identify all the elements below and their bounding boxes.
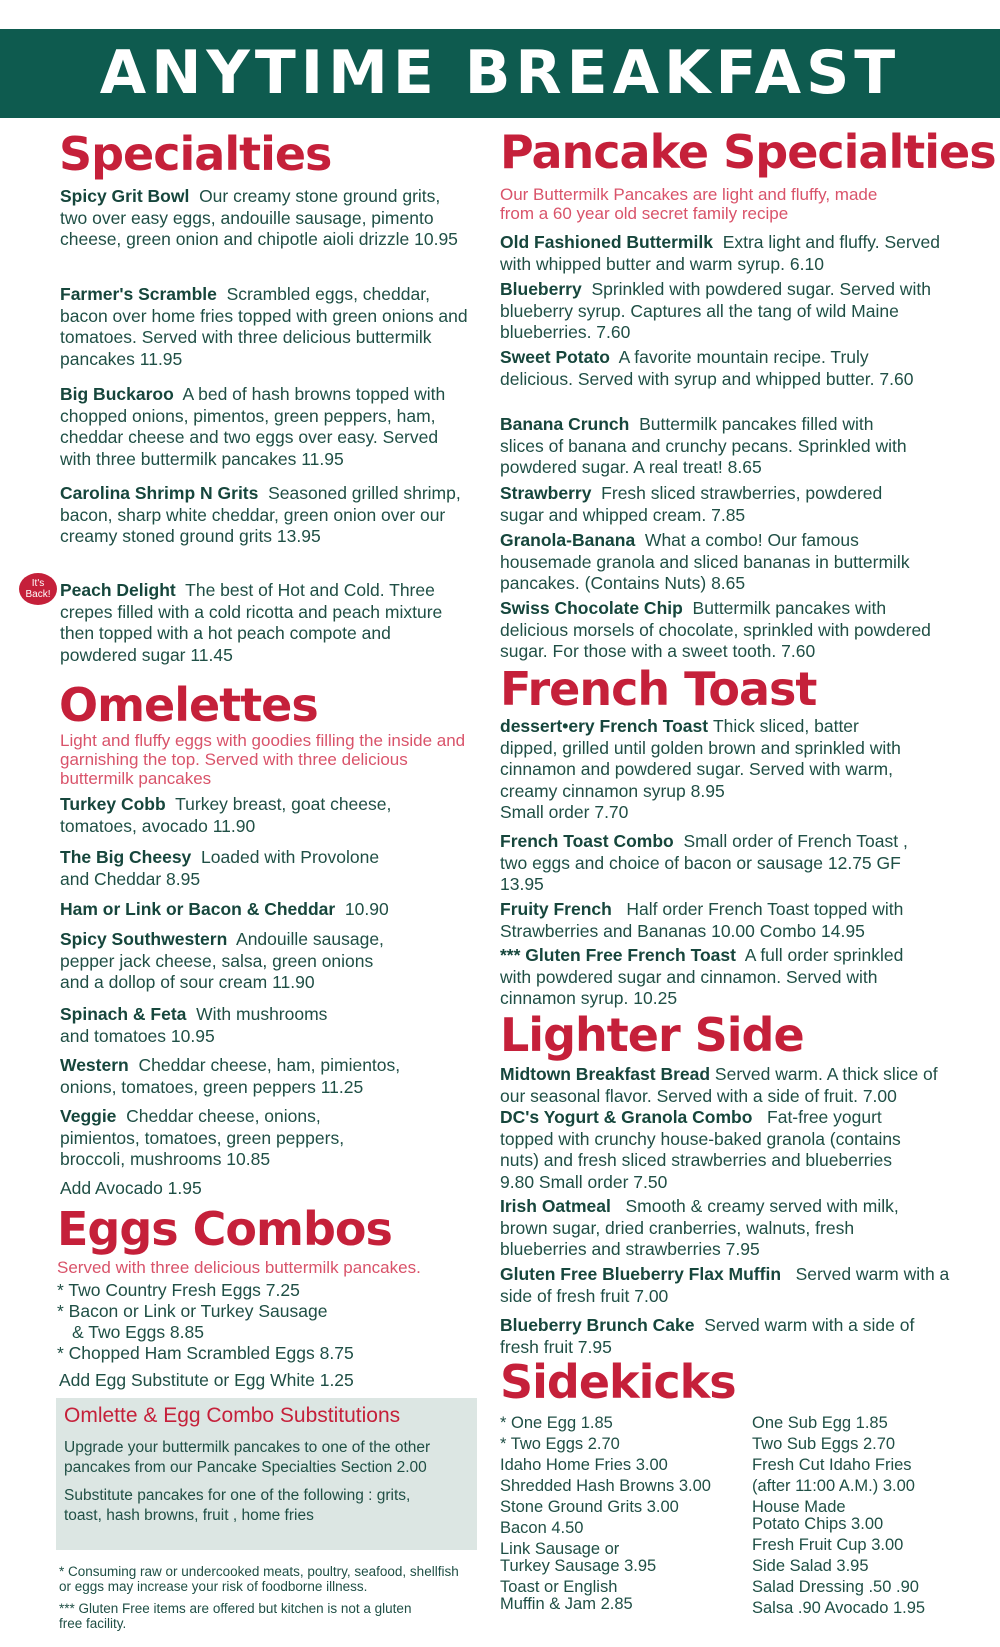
list-item: Salsa .90 Avocado 1.95 (752, 1599, 926, 1617)
menu-item: Granola-Banana What a combo! Our famous housemade granola and sliced bananas in buttermilk pancakes. (Contains Nuts) 8.65 (500, 530, 910, 593)
eggs-combos-heading: Eggs Combos (57, 1202, 392, 1256)
omelettes-subtitle: Light and fluffy eggs with goodies filling the inside and garnishing the top. Served with three delicious buttermilk pancakes (60, 731, 466, 788)
list-item: * Two Eggs 2.70 (500, 1435, 620, 1453)
list-item: Fresh Fruit Cup 3.00 (752, 1536, 904, 1554)
list-item: Idaho Home Fries 3.00 (500, 1456, 668, 1474)
substitutions-title: Omlette & Egg Combo Substitutions (64, 1404, 401, 1427)
omelettes-heading: Omelettes (59, 678, 318, 732)
menu-item: Peach Delight The best of Hot and Cold. Three crepes filled with a cold ricotta and peach mixture then topped with a hot peach compote and powdered sugar 11.45 (60, 580, 443, 665)
menu-item: dessert•ery French Toast Thick sliced, batter dipped, grilled until golden brown and sprinkled with cinnamon and powdered sugar. Served with warm, creamy cinnamon syrup 8.95 Small order 7.70 (500, 716, 901, 822)
its-back-badge: It's Back! (19, 573, 57, 605)
list-item: Muffin & Jam 2.85 (500, 1595, 633, 1613)
list-item: Stone Ground Grits 3.00 (500, 1498, 679, 1516)
pancake-specialties-heading: Pancake Specialties (500, 125, 996, 179)
sidekicks-heading: Sidekicks (500, 1355, 736, 1409)
menu-item: Spicy Grit Bowl Our creamy stone ground grits, two over easy eggs, andouille sausage, pimento cheese, green onion and chipotle aioli drizzle 10.95 (60, 186, 458, 249)
menu-item: Spinach & Feta With mushrooms and tomatoes 10.95 (60, 1004, 328, 1046)
specialties-heading: Specialties (59, 127, 332, 181)
menu-item: French Toast Combo Small order of French Toast , two eggs and choice of bacon or sausage 12.75 GF 13.95 (500, 831, 908, 894)
menu-item: Strawberry Fresh sliced strawberries, powdered sugar and whipped cream. 7.85 (500, 483, 883, 525)
substitutions-box (56, 1398, 477, 1550)
menu-item: Ham or Link or Bacon & Cheddar 10.90 (60, 899, 389, 919)
list-item: Two Sub Eggs 2.70 (752, 1435, 896, 1453)
menu-item: Sweet Potato A favorite mountain recipe. Truly delicious. Served with syrup and whipped butter. 7.60 (500, 347, 914, 389)
menu-item: Banana Crunch Buttermilk pancakes filled with slices of banana and crunchy pecans. Sprinkled with powdered sugar. A real treat! 8.65 (500, 414, 907, 477)
list-item: & Two Eggs 8.85 (72, 1322, 204, 1342)
footnote-raw-food: * Consuming raw or undercooked meats, poultry, seafood, shellfish or eggs may increase your risk of foodborne illness. (59, 1564, 459, 1594)
list-item: Bacon 4.50 (500, 1519, 584, 1537)
menu-item: Western Cheddar cheese, ham, pimientos, onions, tomatoes, green peppers 11.25 (60, 1055, 401, 1097)
lighter-side-heading: Lighter Side (500, 1008, 804, 1062)
list-item: Side Salad 3.95 (752, 1557, 869, 1575)
list-item: (after 11:00 A.M.) 3.00 (752, 1477, 915, 1495)
list-item: Turkey Sausage 3.95 (500, 1557, 657, 1575)
menu-item: Fruity French Half order French Toast topped with Strawberries and Bananas 10.00 Combo 14.95 (500, 899, 904, 941)
menu-item: Irish Oatmeal Smooth & creamy served with milk, brown sugar, dried cranberries, walnuts, fresh blueberries and strawberries 7.95 (500, 1196, 899, 1259)
menu-item: Veggie Cheddar cheese, onions, pimientos, tomatoes, green peppers, broccoli, mushrooms 10.85 (60, 1106, 345, 1169)
menu-item: Blueberry Sprinkled with powdered sugar. Served with blueberry syrup. Captures all the tang of wild Maine blueberries. 7.60 (500, 279, 931, 342)
list-item: Link Sausage or (500, 1540, 620, 1558)
footnote-gluten-free: *** Gluten Free items are offered but kitchen is not a gluten free facility. (59, 1601, 412, 1631)
list-item: * Bacon or Link or Turkey Sausage (57, 1301, 328, 1321)
menu-item: Blueberry Brunch Cake Served warm with a side of fresh fruit 7.95 (500, 1315, 915, 1357)
menu-item: Swiss Chocolate Chip Buttermilk pancakes with delicious morsels of chocolate, sprinkled with powdered sugar. For those with a sweet tooth. 7.60 (500, 598, 931, 661)
addon-avocado: Add Avocado 1.95 (60, 1178, 202, 1198)
french-toast-heading: French Toast (500, 662, 817, 716)
menu-item: Big Buckaroo A bed of hash browns topped with chopped onions, pimentos, green peppers, ham, cheddar cheese and two eggs over easy. Served with three buttermilk pancakes 11.95 (60, 384, 446, 469)
list-item: Potato Chips 3.00 (752, 1515, 884, 1533)
pancake-subtitle: Our Buttermilk Pancakes are light and fluffy, made from a 60 year old secret family recipe (500, 185, 878, 223)
eggs-combos-subtitle: Served with three delicious buttermilk pancakes. (57, 1258, 421, 1277)
list-item: * Two Country Fresh Eggs 7.25 (57, 1280, 300, 1300)
addon-egg-substitute: Add Egg Substitute or Egg White 1.25 (59, 1370, 354, 1390)
menu-item: The Big Cheesy Loaded with Provolone and Cheddar 8.95 (60, 847, 380, 889)
page-title: ANYTIME BREAKFAST (99, 38, 901, 108)
menu-item: Spicy Southwestern Andouille sausage, pepper jack cheese, salsa, green onions and a dollop of sour cream 11.90 (60, 929, 384, 992)
menu-item: *** Gluten Free French Toast A full order sprinkled with powdered sugar and cinnamon. Served with cinnamon syrup. 10.25 (500, 945, 904, 1008)
menu-item: Turkey Cobb Turkey breast, goat cheese, tomatoes, avocado 11.90 (60, 794, 392, 836)
menu-item: Old Fashioned Buttermilk Extra light and fluffy. Served with whipped butter and warm syrup. 6.10 (500, 232, 940, 274)
menu-item: DC's Yogurt & Granola Combo Fat-free yogurt topped with crunchy house-baked granola (contains nuts) and fresh sliced strawberries and blueberries 9.80 Small order 7.50 (500, 1107, 901, 1192)
list-item: One Sub Egg 1.85 (752, 1414, 888, 1432)
list-item: * Chopped Ham Scrambled Eggs 8.75 (57, 1343, 354, 1363)
menu-item: Midtown Breakfast Bread Served warm. A thick slice of our seasonal flavor. Served with a side of fruit. 7.00 (500, 1064, 938, 1106)
menu-item: Carolina Shrimp N Grits Seasoned grilled shrimp, bacon, sharp white cheddar, green onion over our creamy stoned ground grits 13.95 (60, 483, 461, 546)
substitutions-upgrade-text: Upgrade your buttermilk pancakes to one of the other pancakes from our Pancake Specialties Section 2.00 (64, 1439, 431, 1476)
substitutions-swap-text: Substitute pancakes for one of the following : grits, toast, hash browns, fruit , home fries (64, 1487, 411, 1524)
list-item: Fresh Cut Idaho Fries (752, 1456, 912, 1474)
list-item: * One Egg 1.85 (500, 1414, 613, 1432)
menu-item: Gluten Free Blueberry Flax Muffin Served warm with a side of fresh fruit 7.00 (500, 1264, 950, 1306)
list-item: House Made (752, 1498, 846, 1516)
list-item: Shredded Hash Browns 3.00 (500, 1477, 711, 1495)
list-item: Salad Dressing .50 .90 (752, 1578, 919, 1596)
menu-item: Farmer's Scramble Scrambled eggs, cheddar, bacon over home fries topped with green onions and tomatoes. Served with three delicious buttermilk pancakes 11.95 (60, 284, 468, 369)
list-item: Toast or English (500, 1578, 618, 1596)
header-banner (0, 29, 1000, 118)
